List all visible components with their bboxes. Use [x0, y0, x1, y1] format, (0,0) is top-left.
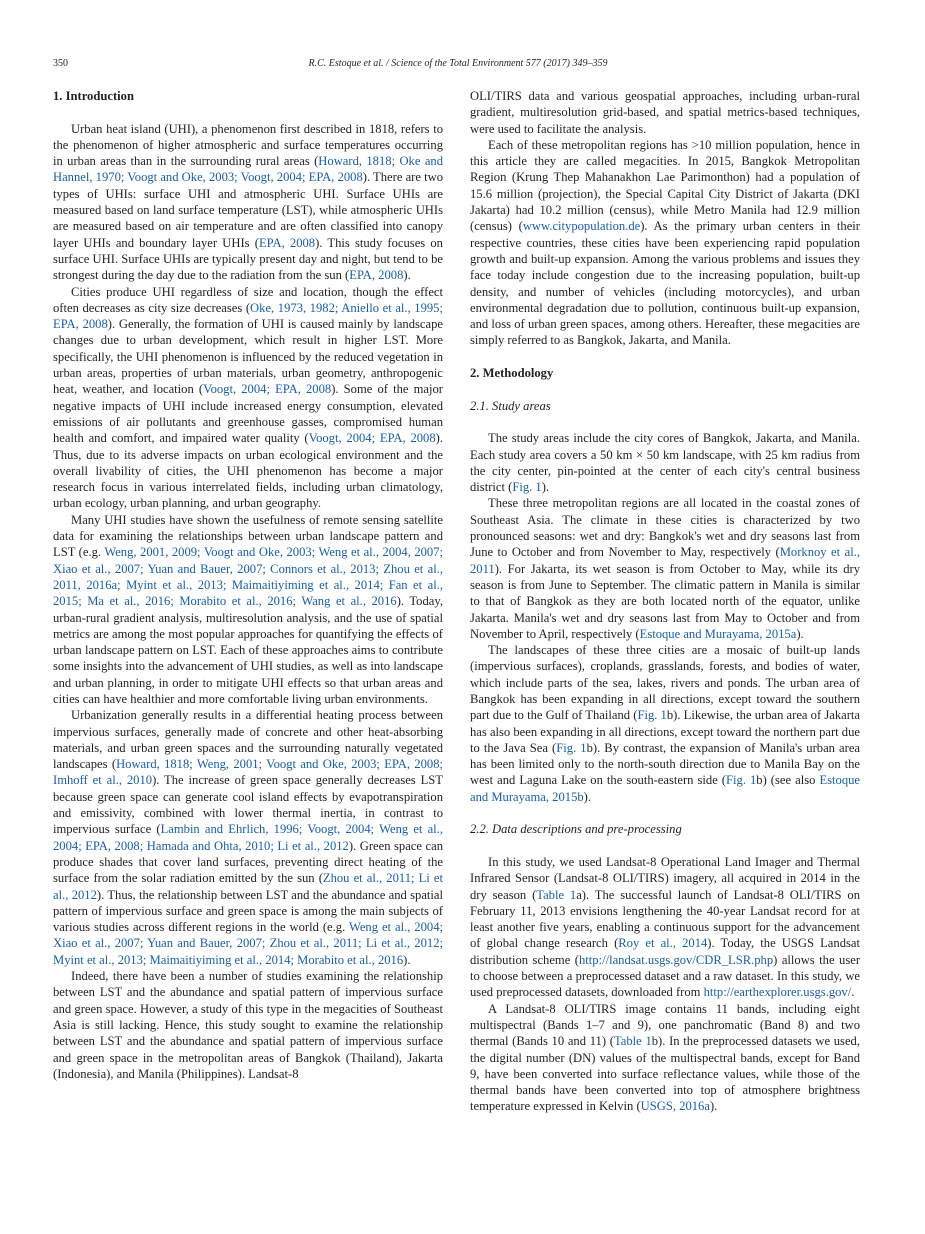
- citation-link[interactable]: Morknoy et al., 2011: [470, 545, 861, 576]
- body-text: .: [851, 985, 855, 1000]
- body-text: ). Today, urban-rural gradient analysis, multiresolution analysis, and the use of spatial metrics are among the most popular approaches for quantifying the effects of urban landscape pattern on LST. Each of these approaches aims to contribute some insights into the advancement of UHI studies, as well as into landscape and urban planning, in order to mitigate UHI effects so that urban areas and cities can have healthier and more comfortable living urban environments.: [53, 594, 443, 706]
- body-text: ).: [403, 952, 411, 967]
- citation-link[interactable]: Table 1: [536, 887, 577, 902]
- body-text: ). As the primary urban centers in their respective countries, these cities have been experiencing rapid population growth and built-up expansion. Among the various problems and issues they face today include congestion due to the increasing population, built-up density, and number of vehicles (including motorcycles), and urban environmental degradation due to pollution, continuous built-up expansion, and loss of urban green spaces, among others. Hereafter, these megacities are simply referred to as Bangkok, Jakarta, and Manila.: [470, 219, 860, 348]
- page-number: 350: [53, 58, 68, 69]
- body-text: ). Thus, due to its adverse impacts on urban ecological environment and the overall livability of cities, the UHI phenomenon has become a major research focus in various interrelated fields, including urban climatology, urban ecology, urban planning, and urban geography.: [53, 431, 443, 511]
- citation-link[interactable]: Estoque and Murayama, 2015b: [470, 773, 861, 804]
- citation-link[interactable]: Fig. 1: [726, 773, 757, 788]
- body-text: ). There are two types of UHIs: surface UHI and atmospheric UHI. Surface UHIs are measured based on land surface temperature (LST), while atmospheric UHIs are measured based on air temperature and are often classified into canopy layer UHIs and boundary layer UHIs (: [53, 170, 444, 250]
- citation-link[interactable]: Voogt, 2004; EPA, 2008: [203, 382, 332, 397]
- citation-link[interactable]: Estoque and Murayama, 2015a: [639, 626, 797, 641]
- paragraph: [53, 284, 443, 512]
- body-text: b) (see also: [756, 773, 820, 788]
- citation-link[interactable]: Zhou et al., 2011; Li et al., 2012: [53, 871, 443, 902]
- body-text: ). Generally, the formation of UHI is caused mainly by landscape changes due to urban development, which result in higher LST. More specifically, the UHI phenomenon is influenced by the reduced vegetation in urban areas, properties of urban materials, urban geometry, anthropogenic heat, weather, and location (: [53, 317, 443, 397]
- citation-link[interactable]: Howard, 1818; Oke and Hannel, 1970; Voogt and Oke, 2003; Voogt, 2004; EPA, 2008: [53, 154, 443, 185]
- paragraph: [53, 707, 443, 968]
- paragraph: [470, 854, 860, 1001]
- body-text: Indeed, there have been a number of studies examining the relationship between LST and the abundance and spatial pattern of impervious surface and green space. However, a study of this type in the megacities of Southeast Asia is still lacking. Hence, this study sought to examine the relationship between LST and the abundance and spatial pattern of impervious surface and green space in the metropolitan areas of Bangkok (Thailand), Jakarta (Indonesia), and Manila (Philippines). Landsat-8: [53, 969, 443, 1081]
- body-text: The landscapes of these three cities are a mosaic of built-up lands (impervious surfaces), croplands, grasslands, forests, and bodies of water, which include parts of the sea, lakes, rivers and ponds. The urban area of Bangkok has been expanding in all directions, except toward the southern part due to the Gulf of Thailand (: [470, 643, 860, 723]
- body-text: ).: [403, 268, 411, 283]
- body-text: ). The increase of green space generally decreases LST because green space can generate cool island effects by evapotranspiration and emissivity, combined with lower thermal inertia, in contrast to impervious surface (: [53, 773, 443, 837]
- citation-link[interactable]: EPA, 2008: [258, 235, 316, 250]
- citation-link[interactable]: Howard, 1818; Weng, 2001; Voogt and Oke, 2003; EPA, 2008; Imhoff et al., 2010: [53, 757, 443, 788]
- subsection-title-data-descriptions: 2.2. Data descriptions and pre-processing: [470, 822, 682, 837]
- left-column: [53, 88, 443, 1082]
- body-text: Cities produce UHI regardless of size and location, though the effect often decreases as city size decreases (: [53, 284, 443, 315]
- body-text: A Landsat-8 OLI/TIRS image contains 11 bands, including eight multispectral (Bands 1–7 and 9), one panchromatic (Band 8) and two thermal (Bands 10 and 11) (: [470, 1001, 860, 1049]
- body-text: b). By contrast, the expansion of Manila's urban area has been limited only to the north-south direction due to Manila Bay on the west and Laguna Lake on the south-eastern side (: [470, 740, 860, 788]
- citation-link[interactable]: Lambin and Ehrlich, 1996; Voogt, 2004; Weng et al., 2004; EPA, 2008; Hamada and Ohta, 2010; Li et al., 2012: [53, 822, 443, 853]
- citation-link[interactable]: Weng, 2001, 2009; Voogt and Oke, 2003; Weng et al., 2004, 2007; Xiao et al., 2007; Yuan and Bauer, 2007; Connors et al., 2013; Zhou et al., 2011, 2016a; Myint et al., 2013; Maimaitiyiming et al., 2014; Fan et al., 2015; Ma et al., 2016; Morabito et al., 2016; Wang et al., 2016: [53, 545, 443, 609]
- citation-link[interactable]: EPA, 2008: [349, 268, 404, 283]
- body-text: Urbanization generally results in a differential heating process between impervious surfaces, generally made of concrete and other heat-absorbing materials, and urban green spaces and the surrounding naturally vegetated landscapes (: [53, 708, 443, 772]
- running-head: R.C. Estoque et al. / Science of the Total Environment 577 (2017) 349–359: [308, 58, 608, 69]
- body-text: ). Thus, the relationship between LST and the abundance and spatial pattern of impervious surface and green space is among the main subjects of various studies across different regions in the world (e.g.: [53, 887, 443, 935]
- body-text: b). In the preprocessed datasets we used, the digital number (DN) values of the multispectral bands, except for Band 9, have been converted into surface reflectance values, while those of the thermal bands have been converted into top of atmosphere brightness temperature expressed in Kelvin (: [470, 1034, 860, 1114]
- body-text: ) allows the user to choose between a preprocessed dataset and a raw dataset. In this study, we used preprocessed datasets, downloaded from: [470, 952, 861, 1000]
- paragraph: [470, 495, 860, 642]
- body-text: ).: [709, 1099, 718, 1114]
- body-text: Many UHI studies have shown the usefulness of remote sensing satellite data for examining the relationships between urban landscape pattern and LST (e.g.: [53, 512, 443, 560]
- body-text: ).: [583, 789, 592, 804]
- paragraph: [470, 642, 860, 805]
- subsection-title-study-areas: 2.1. Study areas: [470, 398, 551, 413]
- paragraph: [53, 512, 443, 708]
- body-text: ). Some of the major negative impacts of UHI include increased energy consumption, elevated emissions of air pollutants and greenhouse gasses, compromised human health and comfort, and impaired water quality (: [53, 382, 443, 446]
- body-text: ). Green space can produce shades that cover land surfaces, preventing direct heating of the surface from the solar radiation emitted by the sun (: [53, 838, 444, 886]
- page-header: [53, 57, 863, 71]
- citation-link[interactable]: Voogt, 2004; EPA, 2008: [308, 431, 436, 446]
- body-text: ).: [541, 480, 550, 495]
- paragraph: [470, 430, 860, 495]
- section-title-methodology: 2. Methodology: [470, 366, 554, 381]
- body-text: ). Today, the USGS Landsat distribution scheme (: [470, 936, 860, 967]
- body-text: OLI/TIRS data and various geospatial approaches, including urban-rural gradient, multiresolution grid-based, and spatial metrics-based techniques, were used to facilitate the analysis.: [470, 89, 860, 136]
- citation-link[interactable]: http://landsat.usgs.gov/CDR_LSR.php: [578, 952, 774, 967]
- citation-link[interactable]: USGS, 2016a: [640, 1099, 710, 1114]
- paragraph-continued: [470, 88, 860, 137]
- body-text: Urban heat island (UHI), a phenomenon first described in 1818, refers to the phenomenon of higher atmospheric and surface temperatures occurring in urban areas than in the surrounding rural areas (: [53, 121, 443, 169]
- body-text: In this study, we used Landsat-8 Operational Land Imager and Thermal Infrared Sensor (Landsat-8 OLI/TIRS) imagery, all acquired in 2014 in the dry season (: [470, 854, 860, 902]
- citation-link[interactable]: Fig. 1: [556, 740, 587, 755]
- paragraph: [470, 137, 860, 349]
- citation-link[interactable]: Oke, 1973, 1982; Aniello et al., 1995; EPA, 2008: [53, 300, 443, 332]
- body-text: The study areas include the city cores of Bangkok, Jakarta, and Manila. Each study area covers a 50 km × 50 km landscape, with 25 km radius from the city center, pin-pointed at the center of each city's central business district (: [470, 431, 860, 495]
- citation-link[interactable]: Weng et al., 2004; Xiao et al., 2007; Yuan and Bauer, 2007; Zhou et al., 2011; Li et al., 2012; Myint et al., 2013; Maimaitiyiming et al., 2014; Morabito et al., 2016: [53, 920, 443, 967]
- paragraph: [53, 121, 443, 284]
- section-title-introduction: 1. Introduction: [53, 89, 134, 103]
- citation-link[interactable]: www.citypopulation.de: [522, 219, 641, 234]
- body-text: These three metropolitan regions are all located in the coastal zones of Southeast Asia. The climate in these cities is characterized by two pronounced seasons: wet and dry: Bangkok's wet and dry seasons last from June to October and from November to May, respectively (: [470, 496, 860, 560]
- paragraph: [53, 968, 443, 1082]
- body-text: a). The successful launch of Landsat-8 OLI/TIRS on February 11, 2013 envisions lengthening the 40-year Landsat record for at least another five years, enabling a continuous support for the advancement of global change research (: [470, 887, 860, 951]
- body-text: Each of these metropolitan regions has >10 million population, hence in this article they are called megacities. In 2015, Bangkok Metropolitan Region (Krung Thep Mahanakhon Lae Parimonthon) had a population of 15.6 million (projection), the Special Capital City District of Jakarta (DKI Jakarta) had 10.2 million (census), while Metro Manila had 12.9 million (census) (: [470, 137, 860, 234]
- citation-link[interactable]: Fig. 1: [637, 708, 667, 723]
- citation-link[interactable]: Table 1: [613, 1034, 652, 1049]
- citation-link[interactable]: Fig. 1: [512, 480, 542, 495]
- paragraph: [470, 1001, 860, 1115]
- body-text: ). For Jakarta, its wet season is from October to May, while its dry season is from June to September. The climatic pattern in Manila is similar to that of Bangkok as they are both located north of the equator, unlike Jakarta. Manila's wet and dry seasons last from May to October and from November to April, respectively (: [470, 561, 860, 641]
- right-column: [470, 88, 860, 1115]
- citation-link[interactable]: Roy et al., 2014: [618, 936, 708, 951]
- body-text: b). Likewise, the urban area of Jakarta has also been expanding in all directions, except toward the northern part due to the Java Sea (: [470, 708, 860, 755]
- citation-link[interactable]: http://earthexplorer.usgs.gov/: [703, 985, 852, 1000]
- body-text: ).: [796, 626, 804, 641]
- body-text: ). This study focuses on surface UHI. Surface UHIs are typically present day and night, but tend to be strongest during the day due to the radiation from the sun (: [53, 235, 443, 283]
